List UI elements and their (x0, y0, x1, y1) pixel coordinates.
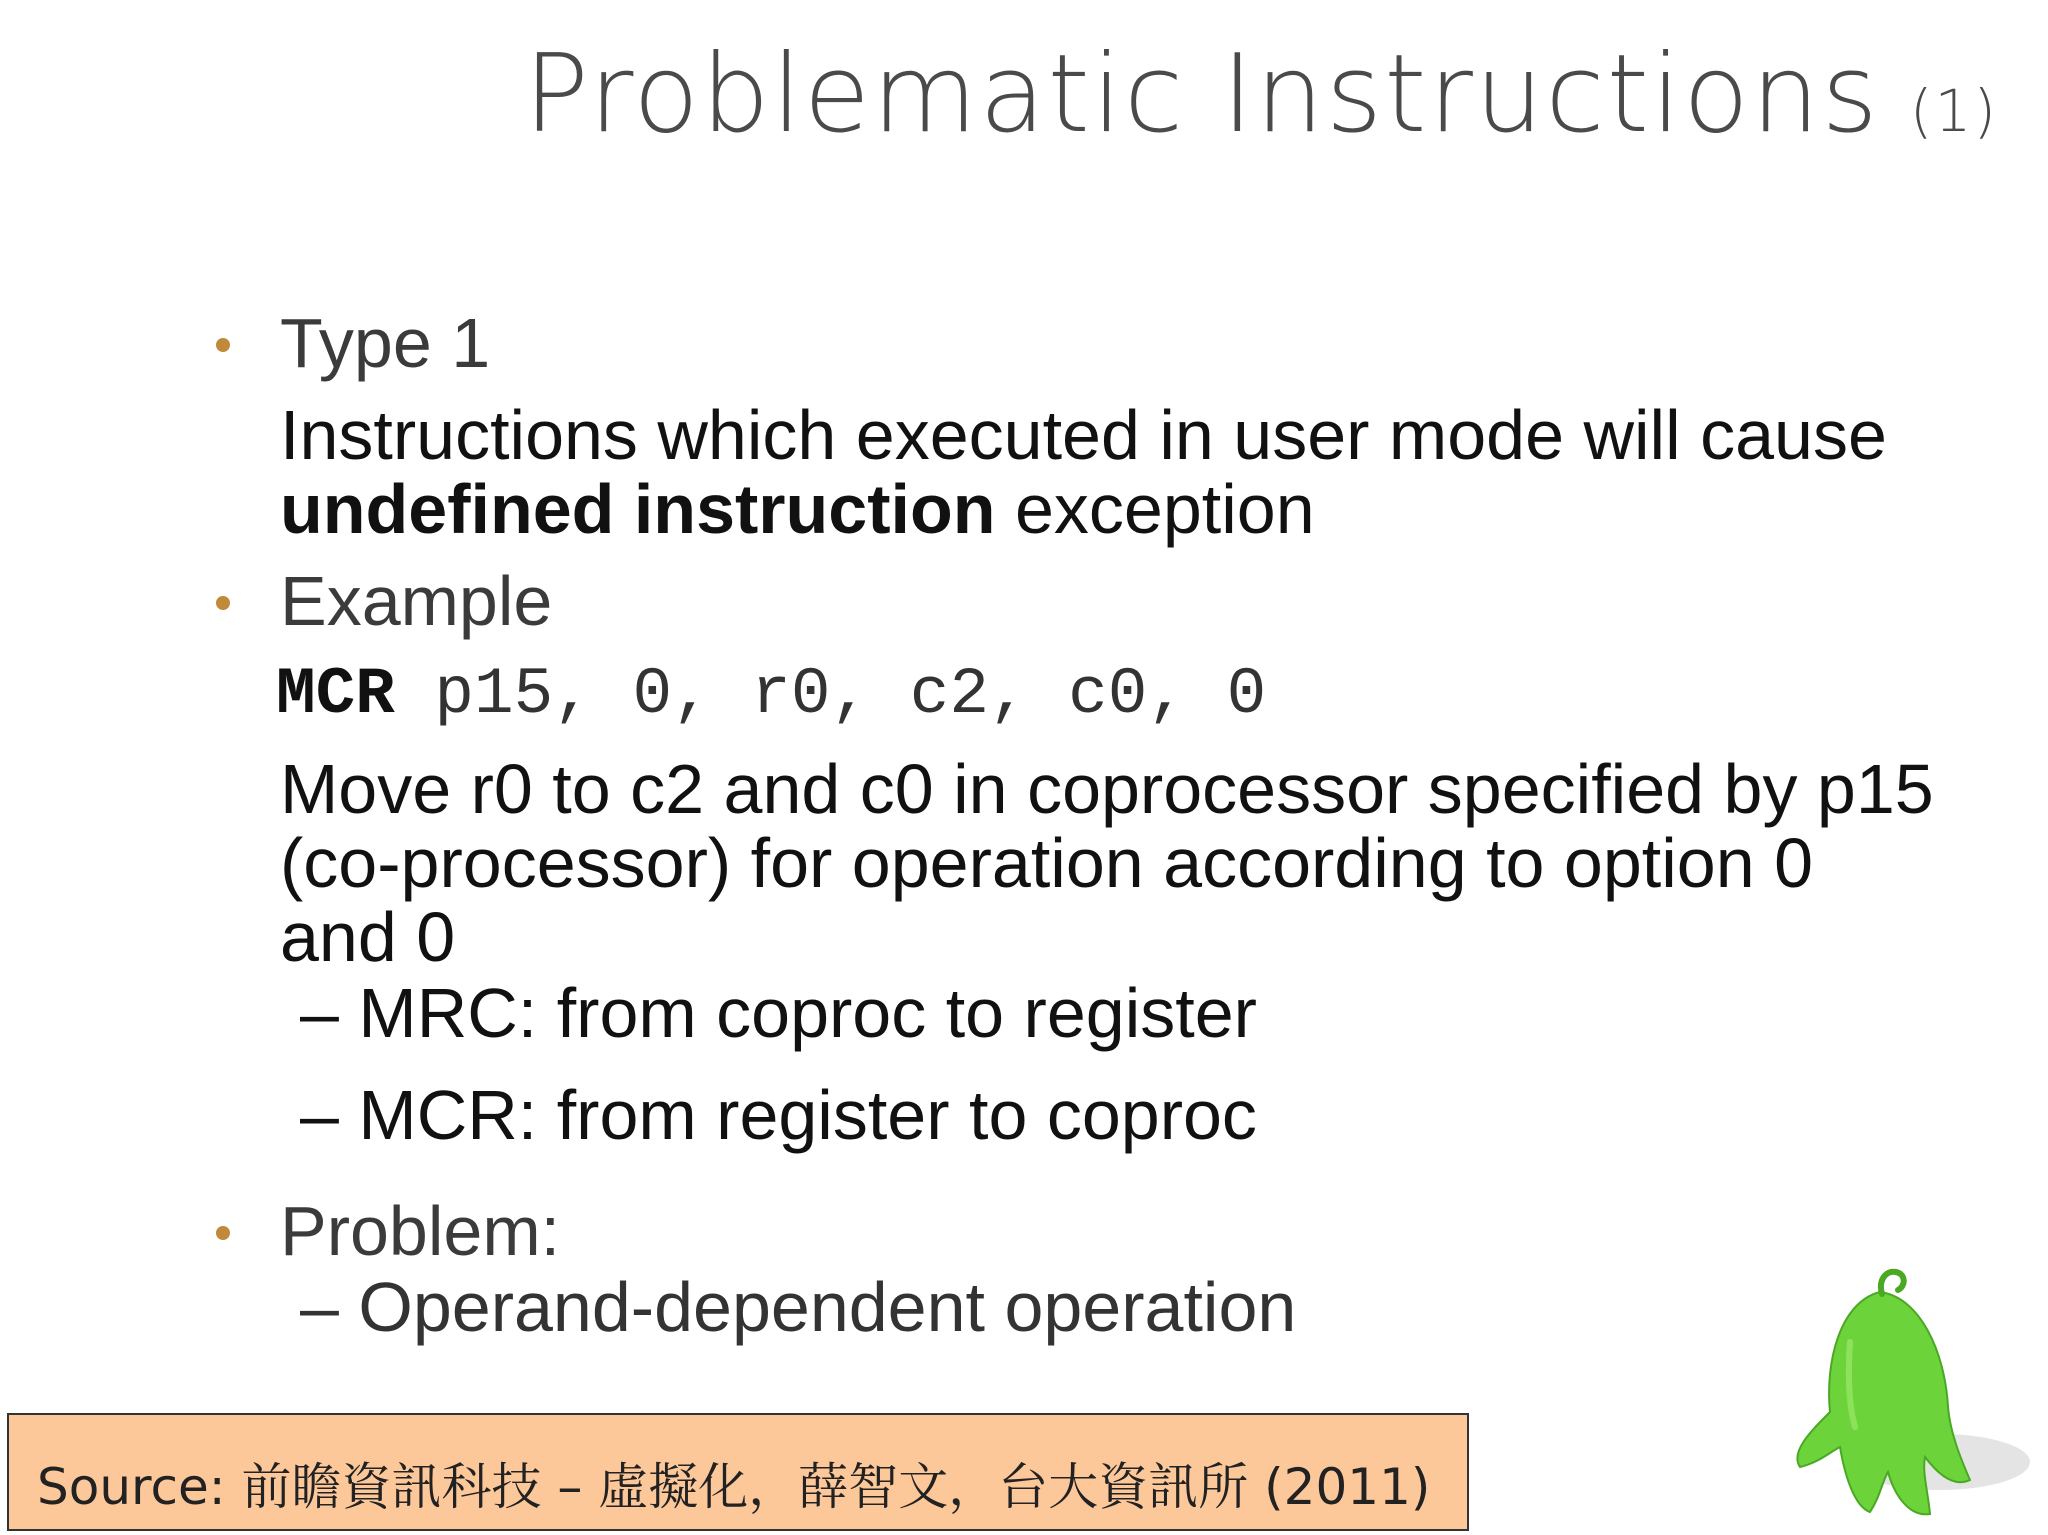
code-opcode: MCR (276, 657, 395, 732)
example-desc-line2: (co-processor) for operation according to option 0 (280, 824, 1814, 902)
example-code (276, 657, 1267, 732)
example-sub-mrc: – MRC: from coproc to register (300, 974, 1257, 1052)
bullet-dot (216, 596, 230, 610)
example-sub-mcr: – MCR: from register to coproc (300, 1076, 1257, 1154)
title-suffix: (1) (1909, 77, 1998, 145)
green-mascot-icon (1770, 1262, 2040, 1532)
problem-sub: – Operand-dependent operation (300, 1268, 1297, 1346)
title-main: Problematic Instructions (523, 32, 1880, 157)
type1-line2 (280, 472, 1315, 546)
bullet-dot (216, 1226, 230, 1240)
source-box (7, 1413, 1469, 1531)
bullet-problem-heading: Problem: (280, 1192, 561, 1270)
bullet-type1-heading: Type 1 (280, 304, 491, 382)
code-args: p15, 0, r0, c2, c0, 0 (394, 657, 1267, 732)
example-desc-line1: Move r0 to c2 and c0 in coprocessor specified by p15 (280, 750, 1934, 828)
bullet-dot (216, 338, 230, 352)
type1-line1: Instructions which executed in user mode will cause (280, 396, 1887, 474)
type1-rest: exception (995, 470, 1315, 548)
source-text: Source: 前瞻資訊科技 – 虛擬化，薛智文，台大資訊所 (2011) (37, 1458, 1431, 1516)
bullet-example-heading: Example (280, 562, 553, 640)
slide-title (524, 30, 1998, 160)
type1-bold: undefined instruction (280, 470, 996, 548)
example-desc-line3: and 0 (280, 898, 456, 976)
